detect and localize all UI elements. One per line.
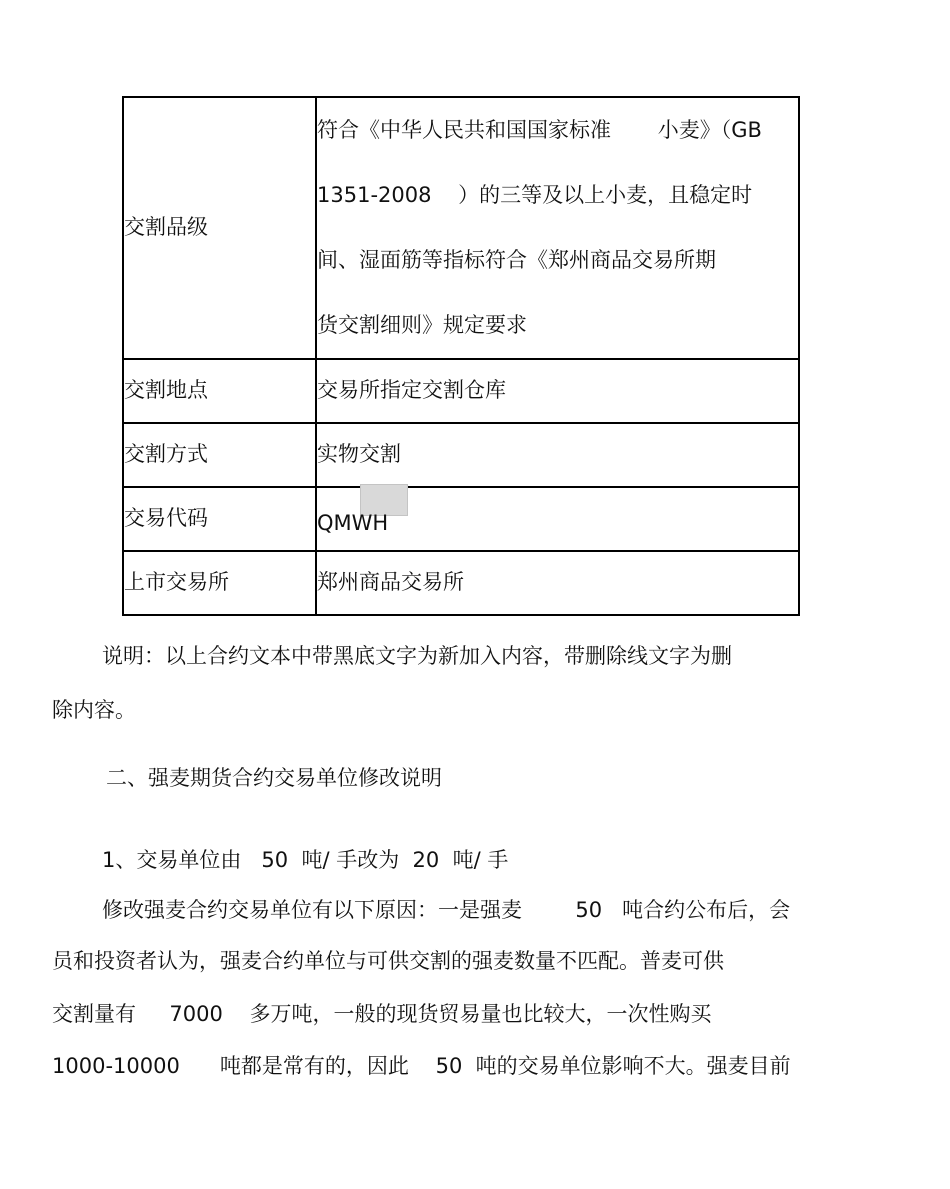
grade-label: 交割品级 [123,97,316,359]
table-row [123,551,799,615]
exchange-label: 上市交易所 [123,551,316,615]
section-subheading: 1、交易单位由 50 吨/ 手改为 20 吨/ 手 [102,848,509,872]
note-line: 说明：以上合约文本中带黑底文字为新加入内容，带删除线文字为删 [102,644,732,668]
grade-line: 间、湿面筋等指标符合《郑州商品交易所期 [317,248,716,272]
grade-line: 1351-2008 ）的三等及以上小麦，且稳定时 [317,183,753,207]
grade-line: 货交割细则》规定要求 [317,313,527,337]
section-heading: 二、强麦期货合约交易单位修改说明 [106,766,442,790]
table-row [123,359,799,423]
contract-spec-table [122,96,800,616]
exchange-value: 郑州商品交易所 [316,551,799,615]
trading-code-label: 交易代码 [123,487,316,551]
delivery-method-value: 实物交割 [316,423,799,487]
body-line: 交割量有 7000 多万吨，一般的现货贸易量也比较大，一次性购买 [52,1002,712,1026]
body-line: 1000-10000 吨都是常有的，因此 50 吨的交易单位影响不大。强麦目前 [52,1054,791,1078]
table-row [123,423,799,487]
table-row [123,97,799,359]
grade-value [316,97,799,359]
delivery-method-label: 交割方式 [123,423,316,487]
note-line: 除内容。 [52,698,136,722]
body-line: 员和投资者认为，强麦合约单位与可供交割的强麦数量不匹配。普麦可供 [52,949,724,973]
table-row [123,487,799,551]
delivery-location-value: 交易所指定交割仓库 [316,359,799,423]
trading-code-cell [316,487,799,551]
grade-line: 符合《中华人民共和国国家标准 小麦》（GB [317,118,762,142]
delivery-location-label: 交割地点 [123,359,316,423]
body-line: 修改强麦合约交易单位有以下原因：一是强麦 50 吨合约公布后，会 [102,898,791,922]
trading-code-value: QMWH [317,511,389,536]
